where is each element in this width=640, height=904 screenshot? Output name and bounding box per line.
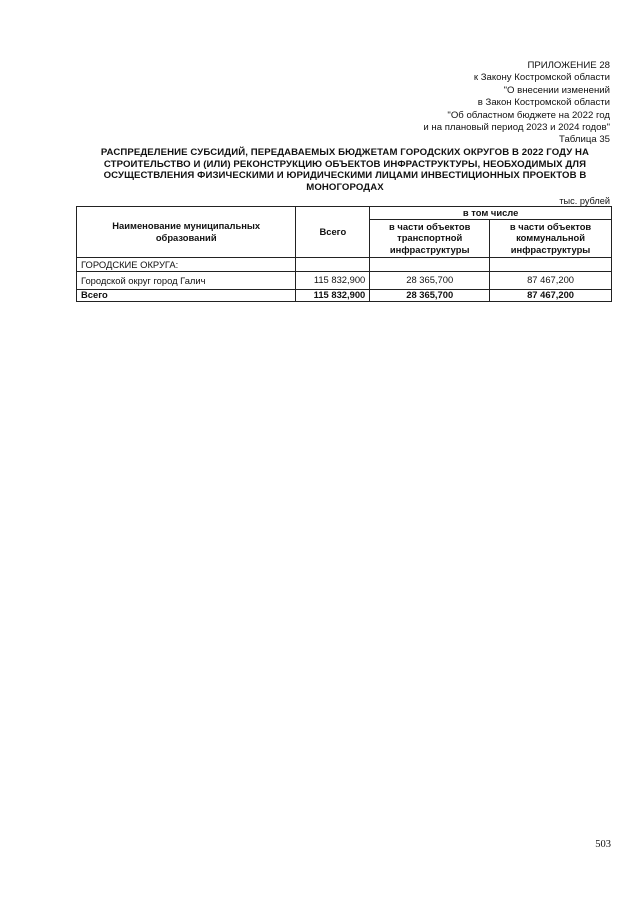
row-name: Городской округ город Галич <box>77 271 296 289</box>
column-header-total: Всего <box>296 207 370 258</box>
title-line-2: СТРОИТЕЛЬСТВО И (ИЛИ) РЕКОНСТРУКЦИЮ ОБЪЕКТОВ ИНФРАСТРУКТУРЫ, НЕОБХОДИМЫХ ДЛЯ <box>103 158 587 170</box>
column-header-communal: в части объектов коммунальной инфраструктуры <box>490 219 612 257</box>
annex-law-region: в Закон Костромской области <box>477 97 610 109</box>
group-row <box>77 257 612 271</box>
title-line-1: РАСПРЕДЕЛЕНИЕ СУБСИДИЙ, ПЕРЕДАВАЕМЫХ БЮДЖЕТАМ ГОРОДСКИХ ОКРУГОВ В 2022 ГОДУ НА <box>100 147 590 158</box>
total-transport: 28 365,700 <box>370 289 490 301</box>
total-label: Всего <box>77 289 296 301</box>
title-line-3: ОСУЩЕСТВЛЕНИЯ ФИЗИЧЕСКИМИ И ЮРИДИЧЕСКИМИ ЛИЦАМИ ИНВЕСТИЦИОННЫХ ПРОЕКТОВ В <box>103 170 587 182</box>
group-label: ГОРОДСКИЕ ОКРУГА: <box>77 257 296 271</box>
total-row <box>77 289 612 301</box>
subsidy-table <box>76 206 612 302</box>
column-header-transport: в части объектов транспортной инфраструктуры <box>370 219 490 257</box>
total-sum: 115 832,900 <box>296 289 370 301</box>
table-row <box>77 271 612 289</box>
table-number: Таблица 35 <box>559 134 610 146</box>
row-total: 115 832,900 <box>296 271 370 289</box>
annex-planning-period: и на плановый период 2023 и 2024 годов" <box>423 122 610 134</box>
row-communal: 87 467,200 <box>490 271 612 289</box>
document-title <box>80 147 610 193</box>
annex-budget-title: "Об областном бюджете на 2022 год <box>447 109 610 121</box>
annex-number: ПРИЛОЖЕНИЕ 28 <box>527 60 610 71</box>
page-number: 503 <box>595 839 611 850</box>
column-header-including: в том числе <box>370 207 612 220</box>
document-annex-header <box>423 60 610 147</box>
annex-law-amendment: "О внесении изменений <box>503 84 610 96</box>
row-transport: 28 365,700 <box>370 271 490 289</box>
units-label: тыс. рублей <box>559 196 610 206</box>
total-communal: 87 467,200 <box>490 289 612 301</box>
column-header-name: Наименование муниципальных образований <box>77 207 296 258</box>
annex-law-reference: к Закону Костромской области <box>473 72 610 84</box>
title-line-4: МОНОГОРОДАХ <box>306 181 384 193</box>
